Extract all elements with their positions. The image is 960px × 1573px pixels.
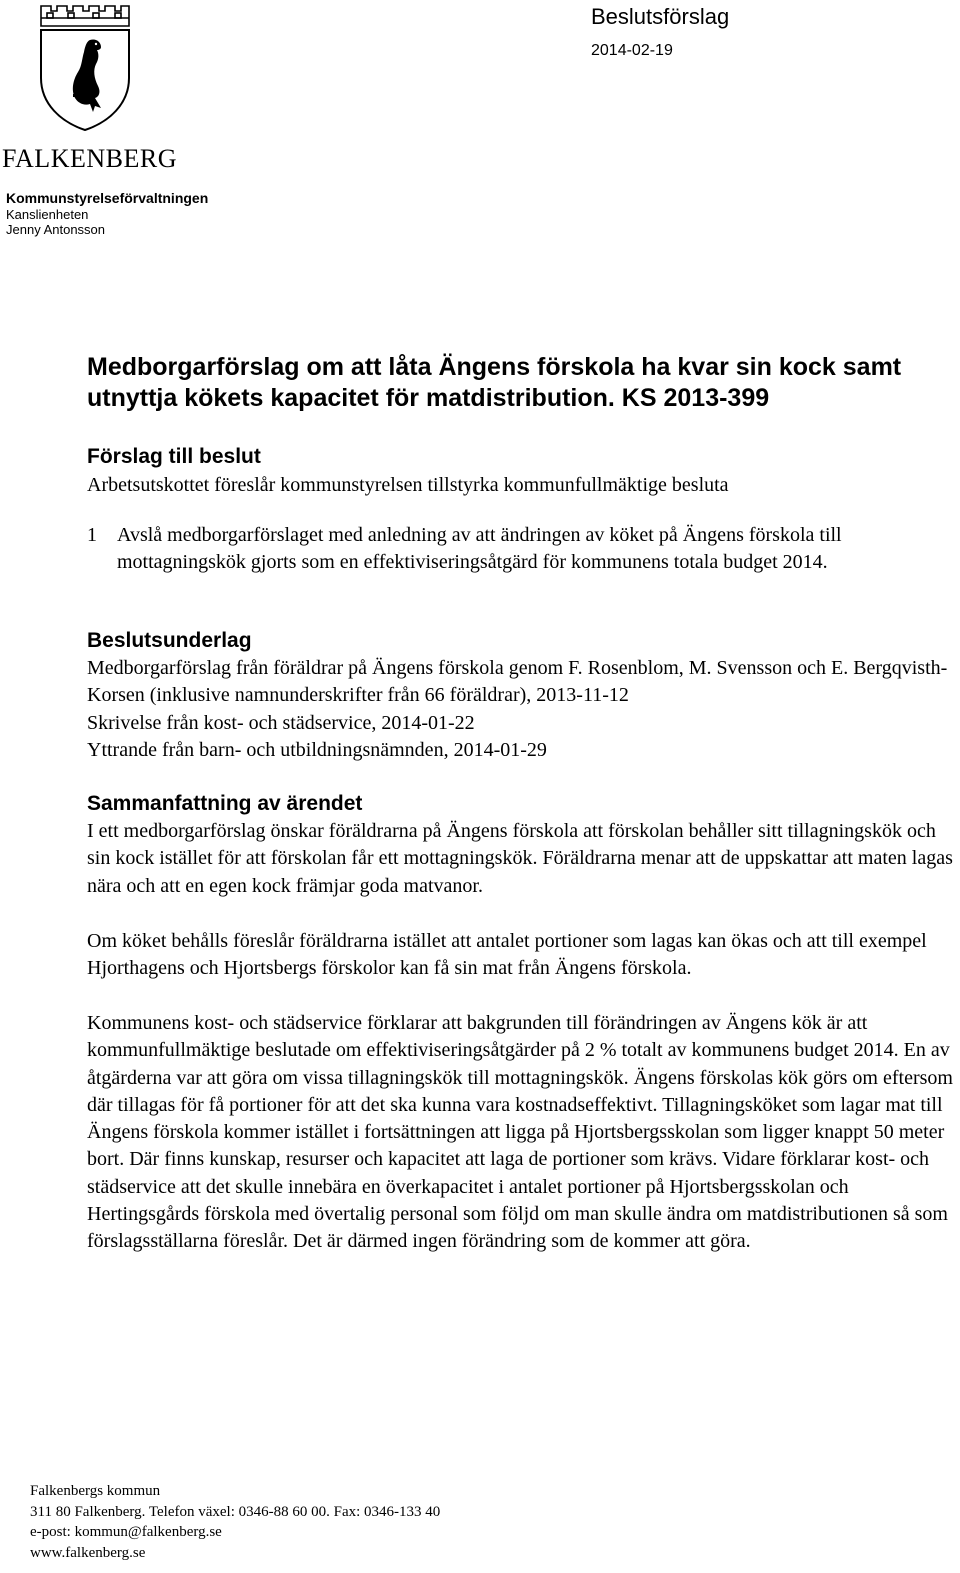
list-item: Skrivelse från kost- och städservice, 2014-01-22 [87, 711, 475, 734]
document-type: Beslutsförslag [591, 4, 730, 29]
proposal-item-text: Avslå medborgarförslaget med anledning av att ändringen av köket på Ängens förskola till mottagningskök gjorts som en effektiviseringsåtgärd för kommunens totala budget 2014. [117, 524, 842, 574]
summary-heading: Sammanfattning av ärendet [87, 792, 363, 815]
footer-address: 311 80 Falkenberg. Telefon växel: 0346-88 60 00. Fax: 0346-133 40 [30, 1503, 441, 1520]
footer-org: Falkenbergs kommun [30, 1483, 161, 1499]
proposal-item-number: 1 [87, 524, 97, 546]
proposal-heading: Förslag till beslut [87, 445, 261, 468]
footer-email: e-post: kommun@falkenberg.se [30, 1524, 222, 1540]
summary-paragraph: Kommunens kost- och städservice förklarar att bakgrunden till förändringen av Ängens kök är att kommunfullmäktige beslutade om effektiviseringsåtgärder på 2 % totalt av kommunens budget 2014. En av åtgärderna var att göra om vissa tillagningskök till mottagningskök. Ängens förskolas kök görs om eftersom där tillagas för få portioner för att det ska kunna vara kostnadseffektivt. Tillagningsköket som lagar mat till Ängens förskola kommer istället i fortsättningen att ligga på Hjortsbergsskolan som ligger knappt 50 meter bort. Där finns kunskap, resurser och kapacitet att laga de portioner som krävs. Vidare förklarar kost- och städservice att det skulle innebära en överkapacitet i antalet portioner på Hjortsbergsskolan och Hertingsgårds förskola med övertalig personal som följd om man skulle ändra om matdistributionen så som förslagsställarna föreslår. Det är därmed ingen förändring som de kommer att göra. [87, 1012, 953, 1253]
summary-paragraph: I ett medborgarförslag önskar föräldrarna på Ängens förskola att förskolan behåller sitt tillagningskök och sin kock istället för att förskolan får ett mottagningskök. Föräldrarna menar att de uppskattar att maten lagas nära och att en egen kock främjar goda matvanor. [87, 820, 953, 897]
logo-wordmark: FALKENBERG [2, 144, 177, 173]
proposal-item [87, 522, 957, 577]
list-item: Yttrande från barn- och utbildningsnämnden, 2014-01-29 [87, 738, 547, 761]
document-date: 2014-02-19 [591, 42, 673, 59]
falcon-coat-of-arms-icon [38, 2, 132, 132]
list-item: Medborgarförslag från föräldrar på Ängens förskola genom F. Rosenblom, M. Svensson och E. Bergqvisth-Korsen (inklusive namnunderskrifter från 66 föräldrar), 2013-11-12 [87, 657, 948, 707]
footer [30, 1481, 440, 1563]
department-name: Kommunstyrelseförvaltningen [6, 190, 209, 206]
document-title: Medborgarförslag om att låta Ängens förskola ha kvar sin kock samt utnyttja kökets kapacitet för matdistribution. KS 2013-399 [87, 353, 902, 412]
author-name: Jenny Antonsson [6, 222, 106, 237]
basis-heading: Beslutsunderlag [87, 629, 252, 652]
footer-web: www.falkenberg.se [30, 1544, 146, 1561]
summary-paragraph: Om köket behålls föreslår föräldrarna istället att antalet portioner som lagas kan ökas och att till exempel Hjorthagens och Hjortsbergs förskolor kan få sin mat från Ängens förskola. [87, 930, 927, 980]
proposal-intro: Arbetsutskottet föreslår kommunstyrelsen tillstyrka kommunfullmäktige besluta [87, 474, 729, 496]
unit-name: Kanslienheten [6, 207, 89, 222]
basis-list [87, 655, 957, 764]
